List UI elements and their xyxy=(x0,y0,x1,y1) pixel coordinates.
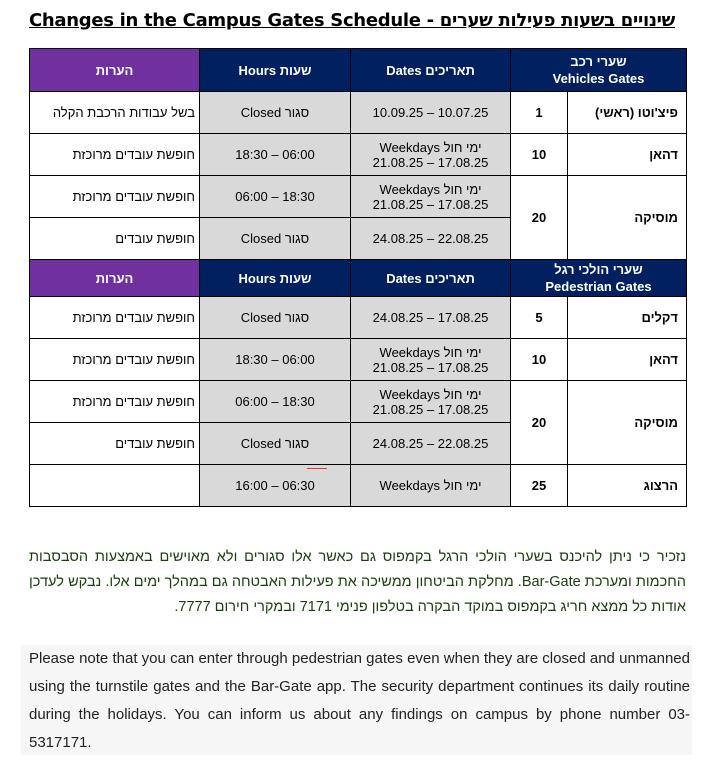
dates-cell xyxy=(351,381,511,423)
vehicles-gates-header xyxy=(511,49,687,92)
hours-cell: 06:00 – 18:30 xyxy=(200,176,351,218)
dates-header: Dates תאריכים xyxy=(351,260,511,297)
pedestrian-header-he: שערי הולכי רגל xyxy=(554,262,643,277)
gate-number: 10 xyxy=(511,339,568,381)
gate-number: 20 xyxy=(511,381,568,465)
dates-weekdays: Weekdays ימי חול xyxy=(379,139,482,155)
notes-cell: חופשת עובדים xyxy=(30,218,200,260)
dates-cell xyxy=(351,339,511,381)
notes-header: הערות xyxy=(30,49,200,92)
table-row xyxy=(30,465,687,507)
red-underline-mark xyxy=(307,468,327,469)
table-row xyxy=(30,92,687,134)
notes-cell: חופשת עובדים מרוכזת xyxy=(30,381,200,423)
notes-header: הערות xyxy=(30,260,200,297)
gate-name: דקלים xyxy=(568,297,687,339)
gate-name: דהאן xyxy=(568,339,687,381)
pedestrian-header-row xyxy=(30,260,687,297)
hours-cell: Closed סגור xyxy=(200,218,351,260)
dates-weekdays: Weekdays ימי חול xyxy=(379,181,482,197)
notes-cell: חופשת עובדים מרוכזת xyxy=(30,297,200,339)
dates-header: Dates תאריכים xyxy=(351,49,511,92)
dates-cell xyxy=(351,134,511,176)
vehicles-header-he: שערי רכב xyxy=(570,54,627,69)
notes-cell: חופשת עובדים מרוכזת xyxy=(30,176,200,218)
notes-cell xyxy=(30,465,200,507)
table-row xyxy=(30,381,687,423)
notes-cell: חופשת עובדים מרוכזת xyxy=(30,134,200,176)
table-row xyxy=(30,176,687,218)
hours-cell: 18:30 – 06:00 xyxy=(200,134,351,176)
hours-cell: Closed סגור xyxy=(200,423,351,465)
table-row xyxy=(30,339,687,381)
table-row xyxy=(30,134,687,176)
gate-number: 25 xyxy=(511,465,568,507)
dates-range: 21.08.25 – 17.08.25 xyxy=(372,154,489,170)
gate-name: דהאן xyxy=(568,134,687,176)
notes-cell: חופשת עובדים מרוכזת xyxy=(30,339,200,381)
dates-range: 21.08.25 – 17.08.25 xyxy=(372,359,489,375)
dates-cell: 24.08.25 – 17.08.25 xyxy=(351,297,511,339)
pedestrian-gates-header xyxy=(511,260,687,297)
dates-cell: 10.09.25 – 10.07.25 xyxy=(351,92,511,134)
dates-range: 21.08.25 – 17.08.25 xyxy=(372,401,489,417)
hours-cell: Closed סגור xyxy=(200,297,351,339)
hours-cell: 18:30 – 06:00 xyxy=(200,339,351,381)
pedestrian-header-en: Pedestrian Gates xyxy=(545,279,652,294)
english-notice: Please note that you can enter through pedestrian gates even when they are closed and unmanned using the turnstile gates and the Bar-Gate app. The security department continues its daily routine during the holidays. You can inform us about any findings on campus by phone number 03-5317171. xyxy=(21,645,692,755)
dates-weekdays: Weekdays ימי חול xyxy=(379,344,482,360)
dates-cell xyxy=(351,176,511,218)
dates-range: 21.08.25 – 17.08.25 xyxy=(372,196,489,212)
hours-header: Hours שעות xyxy=(200,260,351,297)
table-row xyxy=(30,297,687,339)
dates-cell: 24.08.25 – 22.08.25 xyxy=(351,423,511,465)
gate-number: 1 xyxy=(511,92,568,134)
gate-name: הרצוג xyxy=(568,465,687,507)
dates-weekdays: Weekdays ימי חול xyxy=(379,386,482,402)
gate-name: מוסיקה xyxy=(568,381,687,465)
hours-header: Hours שעות xyxy=(200,49,351,92)
hours-cell: 06:00 – 18:30 xyxy=(200,381,351,423)
dates-cell: Weekdays ימי חול xyxy=(351,465,511,507)
hebrew-notice: נזכיר כי ניתן להיכנס בשערי הולכי הרגל בקמפוס גם כאשר אלו סגורים ולא מאוישים באמצעות הסבסבות החכמות ומערכת Bar-Gate. מחלקת הביטחון ממשיכה את פעילות האבטחה גם במהלך ימים אלו. נבקש לעדכן אודות כל ממצא חריג בקמפוס במוקד הבקרה בטלפון פנימי 7171 ובמקרי חירום 7777. xyxy=(29,549,686,615)
vehicles-header-row xyxy=(30,49,687,92)
hours-cell: 16:00 – 06:30 xyxy=(200,465,351,507)
hours-cell: Closed סגור xyxy=(200,92,351,134)
notes-cell: חופשת עובדים xyxy=(30,423,200,465)
page-title: Changes in the Campus Gates Schedule - שינויים בשעות פעילות שערים xyxy=(28,10,676,31)
dates-cell: 24.08.25 – 22.08.25 xyxy=(351,218,511,260)
gate-number: 20 xyxy=(511,176,568,260)
gates-schedule-table xyxy=(29,48,687,507)
gate-number: 5 xyxy=(511,297,568,339)
gate-name: מוסיקה xyxy=(568,176,687,260)
gate-name: פיצ'וטו (ראשי) xyxy=(568,92,687,134)
notes-cell: בשל עבודות הרכבת הקלה xyxy=(30,92,200,134)
vehicles-header-en: Vehicles Gates xyxy=(552,71,645,86)
gate-number: 10 xyxy=(511,134,568,176)
